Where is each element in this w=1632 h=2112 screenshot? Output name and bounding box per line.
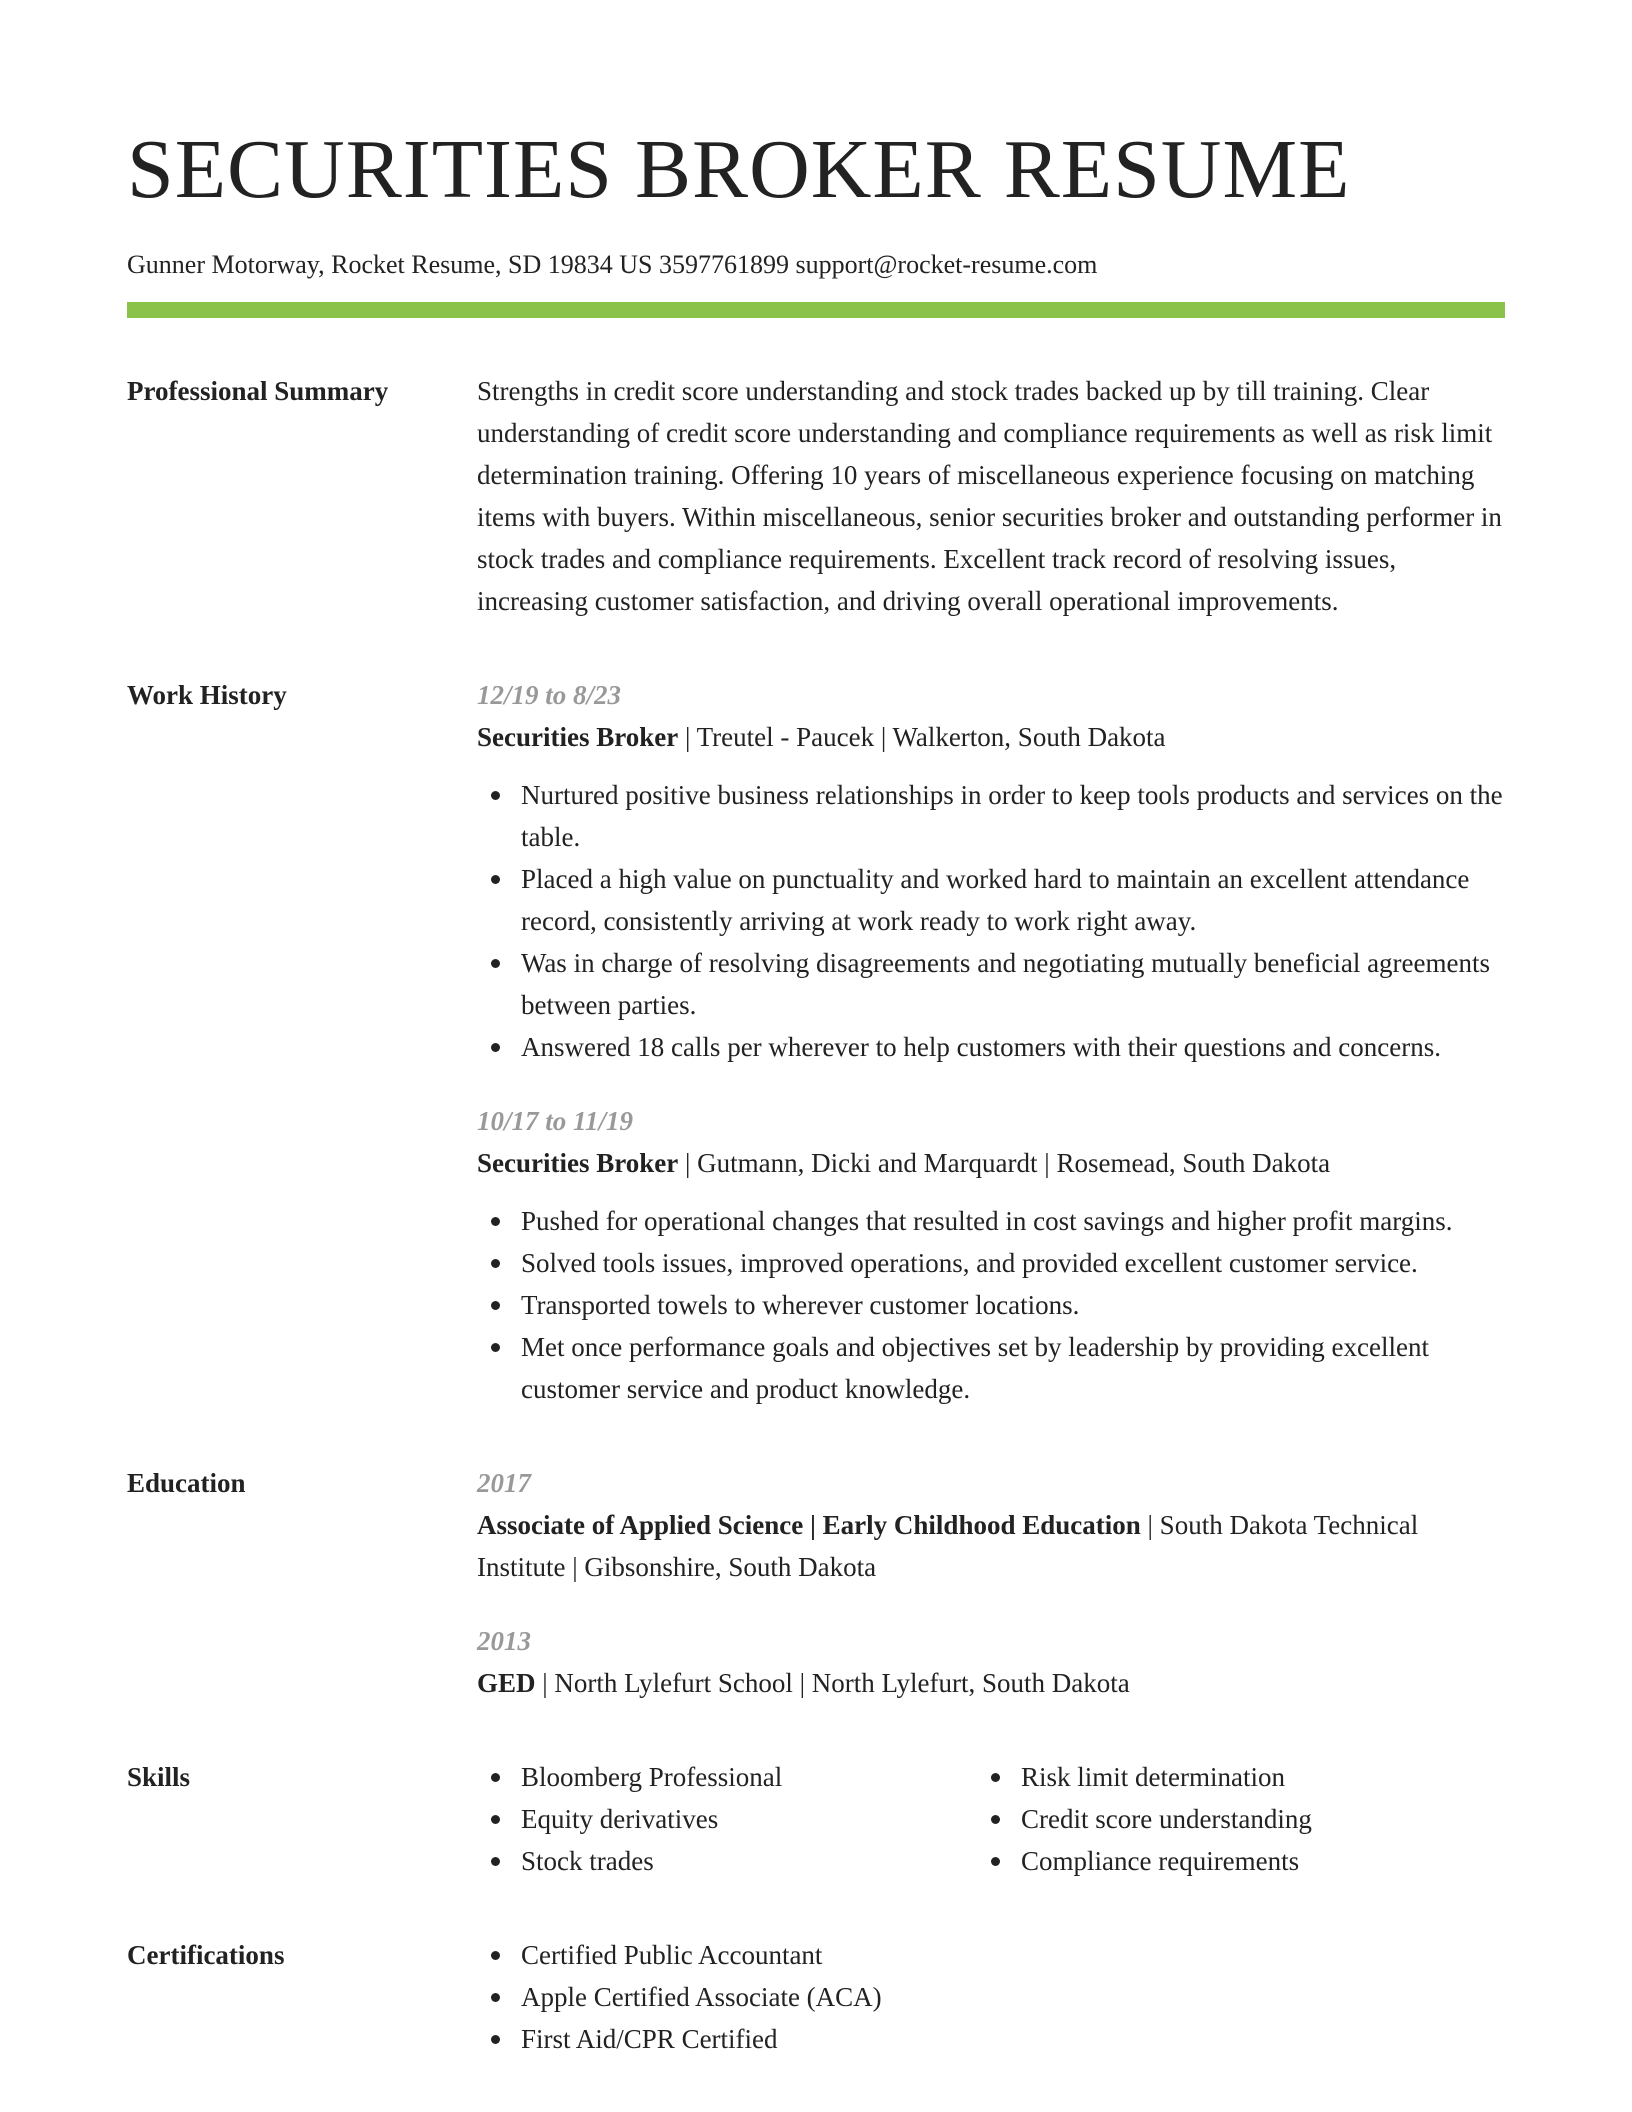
education-date: 2017 [477,1468,531,1498]
summary-section [127,370,1505,622]
education-details: | North Lylefurt School | North Lylefurt, South Dakota [535,1668,1130,1698]
header-divider [127,302,1505,318]
job-date: 10/17 to 11/19 [477,1106,634,1136]
list-item: First Aid/CPR Certified [477,2018,1505,2060]
skills-list [477,1756,977,1882]
certifications-section [127,1934,1505,2060]
job-date: 12/19 to 8/23 [477,680,622,710]
section-label-summary: Professional Summary [127,376,389,406]
education-section [127,1462,1505,1704]
job-title: Securities Broker [477,722,679,752]
job-line [477,716,1505,758]
skills-list [977,1756,1477,1882]
education-line [477,1662,1505,1704]
list-item: Pushed for operational changes that resulted in cost savings and higher profit margins. [477,1200,1505,1242]
list-item: Bloomberg Professional [477,1756,977,1798]
certifications-list [477,1934,1505,2060]
list-item: Credit score understanding [977,1798,1477,1840]
education-date: 2013 [477,1626,531,1656]
list-item: Nurtured positive business relationships in order to keep tools products and services on the table. [477,774,1505,858]
list-item: Transported towels to wherever customer locations. [477,1284,1505,1326]
list-item: Solved tools issues, improved operations, and provided excellent customer service. [477,1242,1505,1284]
job-bullets [477,1200,1505,1410]
list-item: Placed a high value on punctuality and worked hard to maintain an excellent attendance record, consistently arriving at work ready to work right away. [477,858,1505,942]
education-details: | South Dakota Technical Institute | Gibsonshire, South Dakota [477,1510,1419,1582]
job-entry [477,1100,1505,1410]
job-bullets [477,774,1505,1068]
summary-text: Strengths in credit score understanding and stock trades backed up by till training. Clear understanding of credit score understanding and compliance requirements as well as risk limit determination training. Offering 10 years of miscellaneous experience focusing on matching items with buyers. Within miscellaneous, senior securities broker and outstanding performer in stock trades and compliance requirements. Excellent track record of resolving issues, increasing customer satisfaction, and driving overall operational improvements. [477,376,1502,616]
section-label-work-history: Work History [127,680,287,710]
list-item: Was in charge of resolving disagreements and negotiating mutually beneficial agreements between parties. [477,942,1505,1026]
list-item: Certified Public Accountant [477,1934,1505,1976]
section-label-certifications: Certifications [127,1940,285,1970]
list-item: Met once performance goals and objectives set by leadership by providing excellent customer service and product knowledge. [477,1326,1505,1410]
list-item: Apple Certified Associate (ACA) [477,1976,1505,2018]
education-degree: Associate of Applied Science | Early Childhood Education [477,1510,1141,1540]
list-item: Answered 18 calls per wherever to help customers with their questions and concerns. [477,1026,1505,1068]
list-item: Stock trades [477,1840,977,1882]
education-entry [477,1620,1505,1704]
education-entry [477,1462,1505,1588]
job-title: Securities Broker [477,1148,679,1178]
skills-columns [477,1756,1505,1882]
list-item: Equity derivatives [477,1798,977,1840]
job-details: | Gutmann, Dicki and Marquardt | Rosemead, South Dakota [678,1148,1331,1178]
list-item: Compliance requirements [977,1840,1477,1882]
list-item: Risk limit determination [977,1756,1477,1798]
contact-line: Gunner Motorway, Rocket Resume, SD 19834 US 3597761899 support@rocket-resume.com [127,250,1098,279]
work-history-section [127,674,1505,1410]
job-details: | Treutel - Paucek | Walkerton, South Dakota [678,722,1166,752]
job-entry [477,674,1505,1068]
section-label-skills: Skills [127,1762,191,1792]
education-line [477,1504,1505,1588]
section-label-education: Education [127,1468,246,1498]
education-degree: GED [477,1668,536,1698]
resume-title: SECURITIES BROKER RESUME [127,123,1351,216]
job-line [477,1142,1505,1184]
skills-section [127,1756,1505,1882]
